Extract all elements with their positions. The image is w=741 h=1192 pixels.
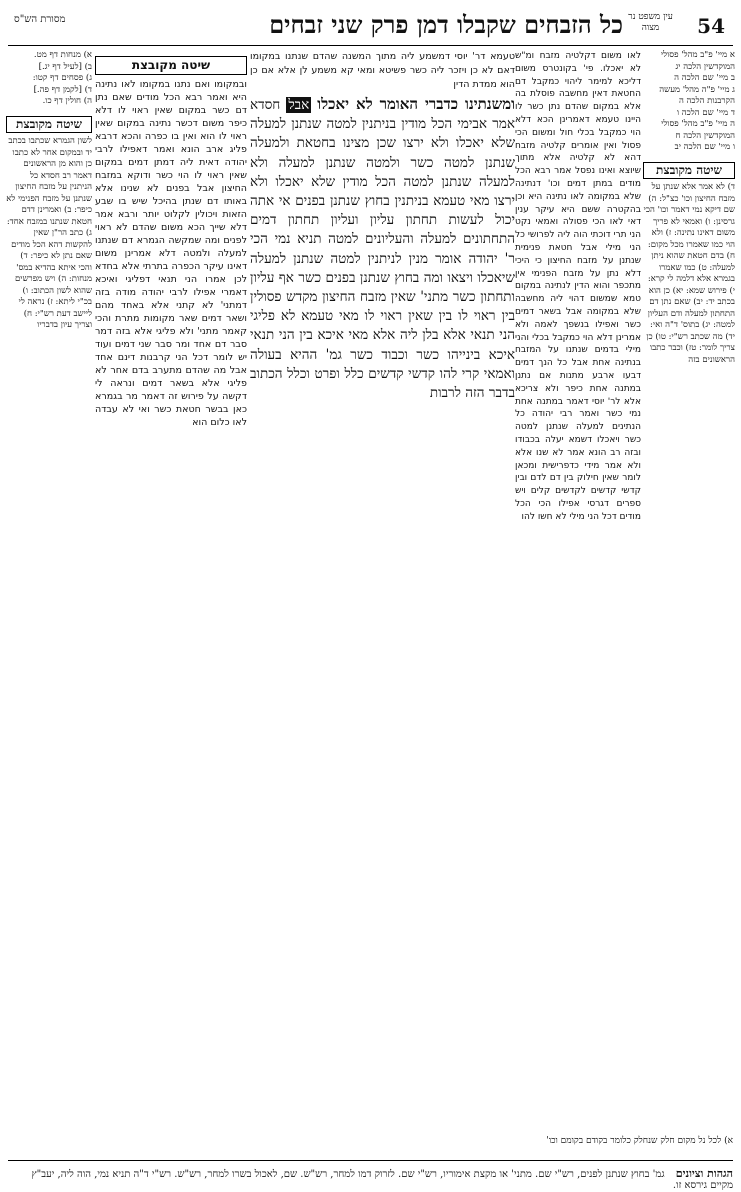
- page-number: 54: [697, 14, 725, 38]
- ein-mishpat-item: ג מיי' פ"ה מהל' מעשה הקרבנות הלכה ה: [659, 84, 735, 106]
- left-box-text: לשון הגמרא שכתבו בכתב יד ובמקום אחר לא כתבו כן והוא מן הראשונים דאמר רב חסדא כל הניתנין על מזבח החיצון שנתנן על מזבח הפנימי לא כיפר: ב) ואמרינן דדם חטאת שנתנו במזבח אחד: ג) כתב הר"ן שאין להקשות דהא הכל מודים שאם נתן לא כיפר: ד) והכי איתא בהדיא במס' מנחות: ה) ויש מפרשים שהוא לשון הכתוב: ו) בכ"י ליתא: ז) נראה לי ליישב דעת רש"י: ח) וצריך עיון בדבריו: [6, 136, 92, 330]
- mesoret-item: ד) [לקמן דף פה.]: [33, 84, 92, 95]
- mesoret-item: ג) פסחים דף קטו:: [32, 73, 92, 83]
- haggahot-bar: [8, 1160, 733, 1191]
- page-header: [8, 6, 733, 46]
- rashi-column: [515, 50, 641, 1070]
- ein-mishpat-item: א מיי' פ"ב מהל' פסולי המוקדשין הלכה יג: [660, 50, 735, 72]
- tosafot-box-title: שיטה מקובצת: [95, 56, 247, 75]
- left-margin: [6, 50, 92, 1070]
- mesoret-list: [6, 50, 92, 108]
- tosafot-top-section: [250, 50, 515, 95]
- ein-mishpat-item: ו מיי' שם הלכה יב: [674, 142, 735, 152]
- rashi-text: לאו משום דקלטיה מזבח ומ"ש לא יאכלו. פי' בקונטרס משום דליכא למימר ליהוי כמקבל דם החטאת דאין מחשבה פוסלת בה אלא במקום שהדם נתן כשר לו היינו טעמא דאמרינן הכא דלא הוי כמקבל בכלי חול ומשום הכי פסול ואין אומרים קלטיה מזבח דהא לא קלטיה אלא מתוך שיוצא ואינו נפסל אמר רבא הכל מודים במתן דמים וכו' דנתינה שלא במקומה לאו נתינה היא וכן בהקטרה ששם היא עיקר ענין דאי לאו הכי פסולה ואמאי נקט הני תרי דוכתי הוה ליה לפרושי כל הני מילי אבל חטאת פנימית שנתנן על מזבח החיצון כי היכי דלא נתן על מזבח הפנימי אין מתכפר והוא הדין לנתינה במקום טמא שמשום דהוי ליה מחשבה שלא במקומה אבל בשאר דמים כשר ואפילו בנשפך לאמה ולא אמרינן דלא הוי כמקבל בכלי והני מילי בדמים שנתנו על המזבח בנתינה אחת אבל כל הנך דמים דבעו ארבע מתנות אם נתנן במתנה אחת כיפר ולא צריכא אלא לר' יוסי דאמר במתנה אחת נמי כשר ואמר רבי יהודה כל הנתינים למעלה שנתנן למטה כשר ויאכלו דשמא יעלה בכבודו ובזה רב הונא אמר לא שנו אלא ולא אמר מידי כדפרישית ומכאן לומר שאין חילוק בין דם לדם ובין קדשי קדשים לקדשים קלים ויש ספרים דגרסי אפילו הכי הכל מודים דכל הני מילי לא חשו להו: [515, 51, 641, 522]
- gemara-body: חסדא אמר אבימי הכל מודין בניתנין למטה שנתנן למעלה שלא יאכלו ולא ירצו שכן מצינו בחטאת ולמעלה שנתנן למטה כשר ולמטה שנתנן למעלה ולא למעלה שנתנן למטה הכל מודין שלא יאכלו ולא ירצו מאי טעמא בניתנין בחוץ שנתנן בפנים אי אתה יכול לעשות תחתון עליון ועליון תחתון דמים התחתונים למעלה והעליונים למטה תניא נמי הכי ר' יהודה אומר מנין לניתנין למטה שנתנן למעלה שיאכלו ויצאו ומה בחוץ שנתנן בפנים כשר אף עליון ותחתון כשר מתני' שאין מזבח החיצון מקדש פסולין בין ראוי לו בין שאין ראוי לו מאי טעמא לא פליגי הני תנאי אלא בלן ליה אלא מאי איכא בין הני תנאי איכא בינייהו כשר וכבוד כשר גמ' ההיא בעולה ואמאי קרי להו קדשי קדשים כלל ופרט וכלל הכתוב בדבר הזה לרבות: [250, 97, 515, 402]
- tosafot-top-text: טעמא דר' יוסי דמשמע ליה מתוך המשנה שהדם שנתנו במקומו דאם לא כן ויזכר ליה כשר פשיטא ומאי קא משמע לן אלא אם כן הוא ממדת הדין: [250, 51, 515, 90]
- gemara-opening: ומשנתינו כדברי האומר לא יאכלו: [317, 95, 515, 113]
- ein-mishpat-list: [643, 50, 735, 154]
- right-margin: [643, 50, 735, 1070]
- page-title: כל הזבחים שקבלו דמן פרק שני זבחים: [269, 10, 623, 39]
- mesoret-item: א) מנחות דף מט.: [33, 50, 92, 60]
- ein-mishpat-item: ב מיי' שם הלכה ה: [674, 73, 735, 83]
- right-box-title: שיטה מקובצת: [643, 162, 735, 180]
- haggahot-text: גמ' בחוץ שנתנן לפנים, רש"י שם. מתני' או מקצת אימוריו, רש"י שם. לזרוק דמו למחר, רש"ש. שם, לאכול בשרו למחר, רש"ש. רש"י ד"ה תניא נמי, הוה ליה, יעב"ץ מקיים גירסא זו.: [31, 1169, 733, 1191]
- mesoret-item: ה) חולין דף כו.: [42, 96, 92, 106]
- left-box-title: שיטה מקובצת: [6, 116, 92, 134]
- right-box-text: ד) לא אמר אלא שנתן על מזבח החיצון וכו' כצ"ל: ה) שם דיקא נמי דאמר וכו' הכי גרסינן: ו) ואמאי לא פריך משום דאינו נתינה: ז) ולא הוי כמו שאמרו מכל מקום: ח) בדם חטאת שהוא ניתן למעלה: ט) כמו שאמרו בגמרא אלא דלמה לי קרא: י) פירוש שמא: יא) כן הוא בכתב יד: יב) שאם נתן דם התחתון למעלה ודם העליון למטה: יג) בתוס' ד"ה ואי: יד) מה שכתב רש"י: טו) כן צריך לומר: טז) וכבר כתבו הראשונים בזה: [643, 182, 735, 365]
- mesoret-label: מסורת הש"ס: [14, 14, 66, 25]
- mesoret-item: ב) [לעיל דף יג.]: [38, 61, 92, 72]
- highlighted-word: אבל: [288, 97, 310, 113]
- footnote: א) לכל נל מקום חלק שנחלק כלומר בקודם בקומם וכו': [546, 1136, 733, 1146]
- gemara-main-text: [250, 95, 515, 865]
- tosafot-column: [95, 50, 247, 1070]
- haggahot-label: הגהות וציונים: [675, 1167, 733, 1180]
- ein-mishpat-label: עין משפט נר מצוה: [628, 12, 673, 33]
- ein-mishpat-item: ד מיי' שם הלכה ו: [676, 107, 735, 118]
- tosafot-text: ובמקומו ואם נתנו במקומו לאו נתינה היא ואמר רבא הכל מודים שאם נתן דם כשר במקום שאין ראוי לו דלא כיפר משום דכשר נתינה במקום שאין ראוי לו הוא ואין בו כפרה והכא דרבא פליג ארב הונא ואמר דאפילו לרבי יהודה דאית ליה דמתן דמים במקום שאין ראוי לו הוי כשר ודוקא במזבח החיצון אבל בפנים לא שנינו אלא באותו דם שנתן בהיכל שיש בו שבע הזאות ויכולין לקלוט יותר ורבא אמר דלא שייך הכא משום שהדם לא ראוי לפנים ומה שמקשה הגמרא דם שנתנו למעלה ולמטה דלא אמרינן משום דאינו עיקר הכפרה בתרתי אלא בחדא לכן אמרו הני תנאי דפליגי ואיכא דאמרי אפילו לרבי יהודה מודה בזה דמתני' לא קתני אלא באחד מהם ושאר דמים שאר מקומות מתרת והכי קאמר מתני' ולא פליגי אלא בזה דמר סבר דם אחד ומר סבר שני דמים ועוד יש לומר דכל הני קרבנות דינם אחד אבל מה שהדם מתערב בדם אחר לא פליגי אלא בשאר דמים ונראה לי דקשה על פירוש זה דאמר מר בגמרא כאן בבשר חטאת כשר ואי לא עבדה לאו כלום הוא: [95, 79, 247, 428]
- ein-mishpat-item: ה מיי' פ"ב מהל' פסולי המוקדשין הלכה ח: [661, 119, 735, 141]
